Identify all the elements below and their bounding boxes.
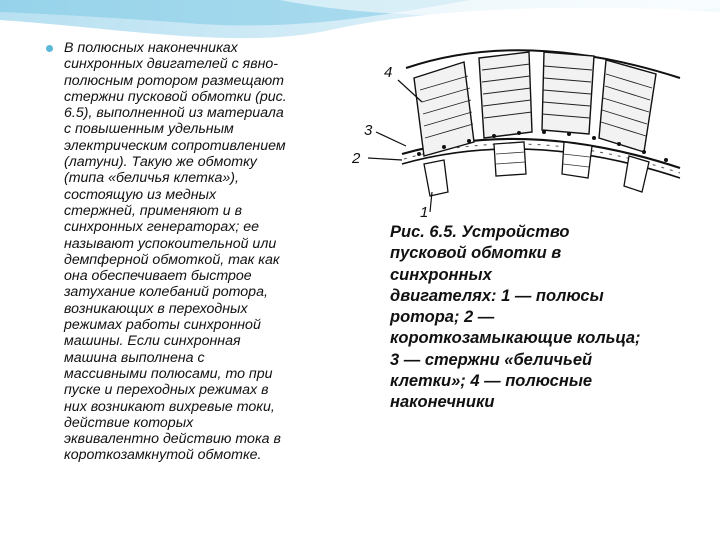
body-text: В полюсных наконечниках синхронных двигателей с явно- полюсным ротором размещают стержни пусковой обмотки (рис. 6.5), выполненной из материала с повышенным удельным электрическим сопротивлением (латуни). Такую же обмотку (типа «беличья клетка»), состоящую из медных стержней, применяют и в синхронных генераторах; ее называют успокоительной или демпферной обмоткой, так как она обеспечивает быстрое затухание колебаний ротора, возникающих в переходных режимах работы синхронной машины. Если синхронная машина выполнена с массивными полюсами, то при пуске и переходных режимах в них возникают вихревые токи, действие которых эквивалентно действию тока в короткозамкнутой обмотке.	[64, 40, 287, 464]
callout-label-4: 4	[384, 64, 393, 81]
callout-label-1: 1	[420, 204, 429, 221]
callout-label-3: 3	[364, 122, 373, 139]
figure-caption: Рис. 6.5. Устройство пусковой обмотки в синхронных двигателях: 1 — полюсы ротора; 2 — короткозамыкающие кольца; 3 — стержни «беличьей клетки»; 4 — полюсные наконечники	[390, 223, 641, 412]
damper-winding-figure	[344, 30, 694, 230]
bullet-point	[46, 45, 53, 52]
callout-label-2: 2	[352, 150, 361, 167]
